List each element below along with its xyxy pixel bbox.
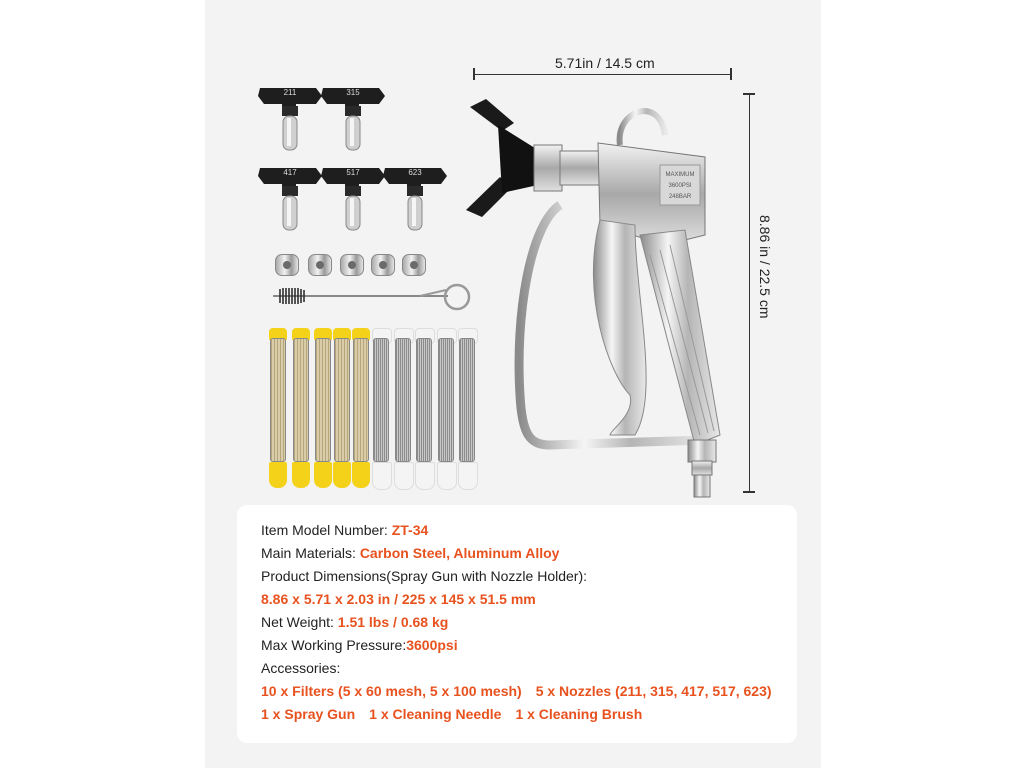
gun-label-bar: 248BAR [668, 194, 692, 200]
width-dimension-label: 5.71in / 14.5 cm [555, 55, 655, 71]
filter-100-mesh [371, 328, 391, 488]
filter-100-mesh [393, 328, 413, 488]
nozzle-315 [321, 84, 385, 158]
filter-60-mesh [268, 328, 288, 488]
width-tick-left [473, 68, 475, 80]
filter-60-mesh [291, 328, 311, 488]
nozzle-211 [258, 84, 322, 158]
spec-accessories-line1: 10 x Filters (5 x 60 mesh, 5 x 100 mesh) 5 x Nozzles (211, 315, 417, 517, 623) [261, 683, 772, 699]
nozzle-number: 623 [408, 168, 422, 177]
cleaning-brush-icon [270, 276, 475, 316]
height-dimension-label: 8.86 in / 22.5 cm [757, 215, 773, 319]
nozzle-number: 517 [346, 168, 360, 177]
model-number: ZT-34 [391, 522, 429, 538]
nozzle-seat [340, 254, 364, 276]
spec-model: Item Model Number: ZT-34 [261, 522, 429, 538]
nozzle-623 [383, 164, 447, 238]
spray-gun-icon [460, 95, 740, 505]
spec-accessories-label: Accessories: [261, 660, 341, 676]
filter-60-mesh [313, 328, 333, 488]
nozzle-seat [371, 254, 395, 276]
height-tick-bottom [743, 491, 755, 493]
filter-60-mesh [351, 328, 371, 488]
gun-label-psi: 3600PSI [668, 183, 692, 189]
nozzle-seat [402, 254, 426, 276]
filter-60-mesh [332, 328, 352, 488]
nozzle-seat [275, 254, 299, 276]
materials-value: Carbon Steel, Aluminum Alloy [359, 545, 560, 561]
nozzle-number: 211 [283, 88, 297, 97]
spec-accessories-line2: 1 x Spray Gun 1 x Cleaning Needle 1 x Cleaning Brush [261, 706, 643, 722]
nozzle-417 [258, 164, 322, 238]
nozzle-517 [321, 164, 385, 238]
spec-weight: Net Weight: 1.51 lbs / 0.68 kg [261, 614, 449, 630]
spec-dimensions-label: Product Dimensions(Spray Gun with Nozzle Holder): [261, 568, 588, 584]
spec-panel [237, 505, 797, 743]
width-dimension-line [474, 74, 731, 75]
nozzle-number: 315 [346, 88, 360, 97]
gun-label-max: MAXIMUM [665, 172, 695, 178]
width-tick-right [730, 68, 732, 80]
nozzle-number: 417 [283, 168, 297, 177]
nozzle-seat [308, 254, 332, 276]
weight-value: 1.51 lbs / 0.68 kg [337, 614, 449, 630]
filter-100-mesh [414, 328, 434, 488]
pressure-value: 3600psi [406, 637, 458, 653]
height-tick-top [743, 93, 755, 95]
height-dimension-line [749, 94, 750, 492]
spec-pressure: Max Working Pressure:3600psi [261, 637, 458, 653]
spec-materials: Main Materials: Carbon Steel, Aluminum Alloy [261, 545, 560, 561]
filter-100-mesh [436, 328, 456, 488]
spec-dimensions-value: 8.86 x 5.71 x 2.03 in / 225 x 145 x 51.5 mm [261, 591, 536, 607]
